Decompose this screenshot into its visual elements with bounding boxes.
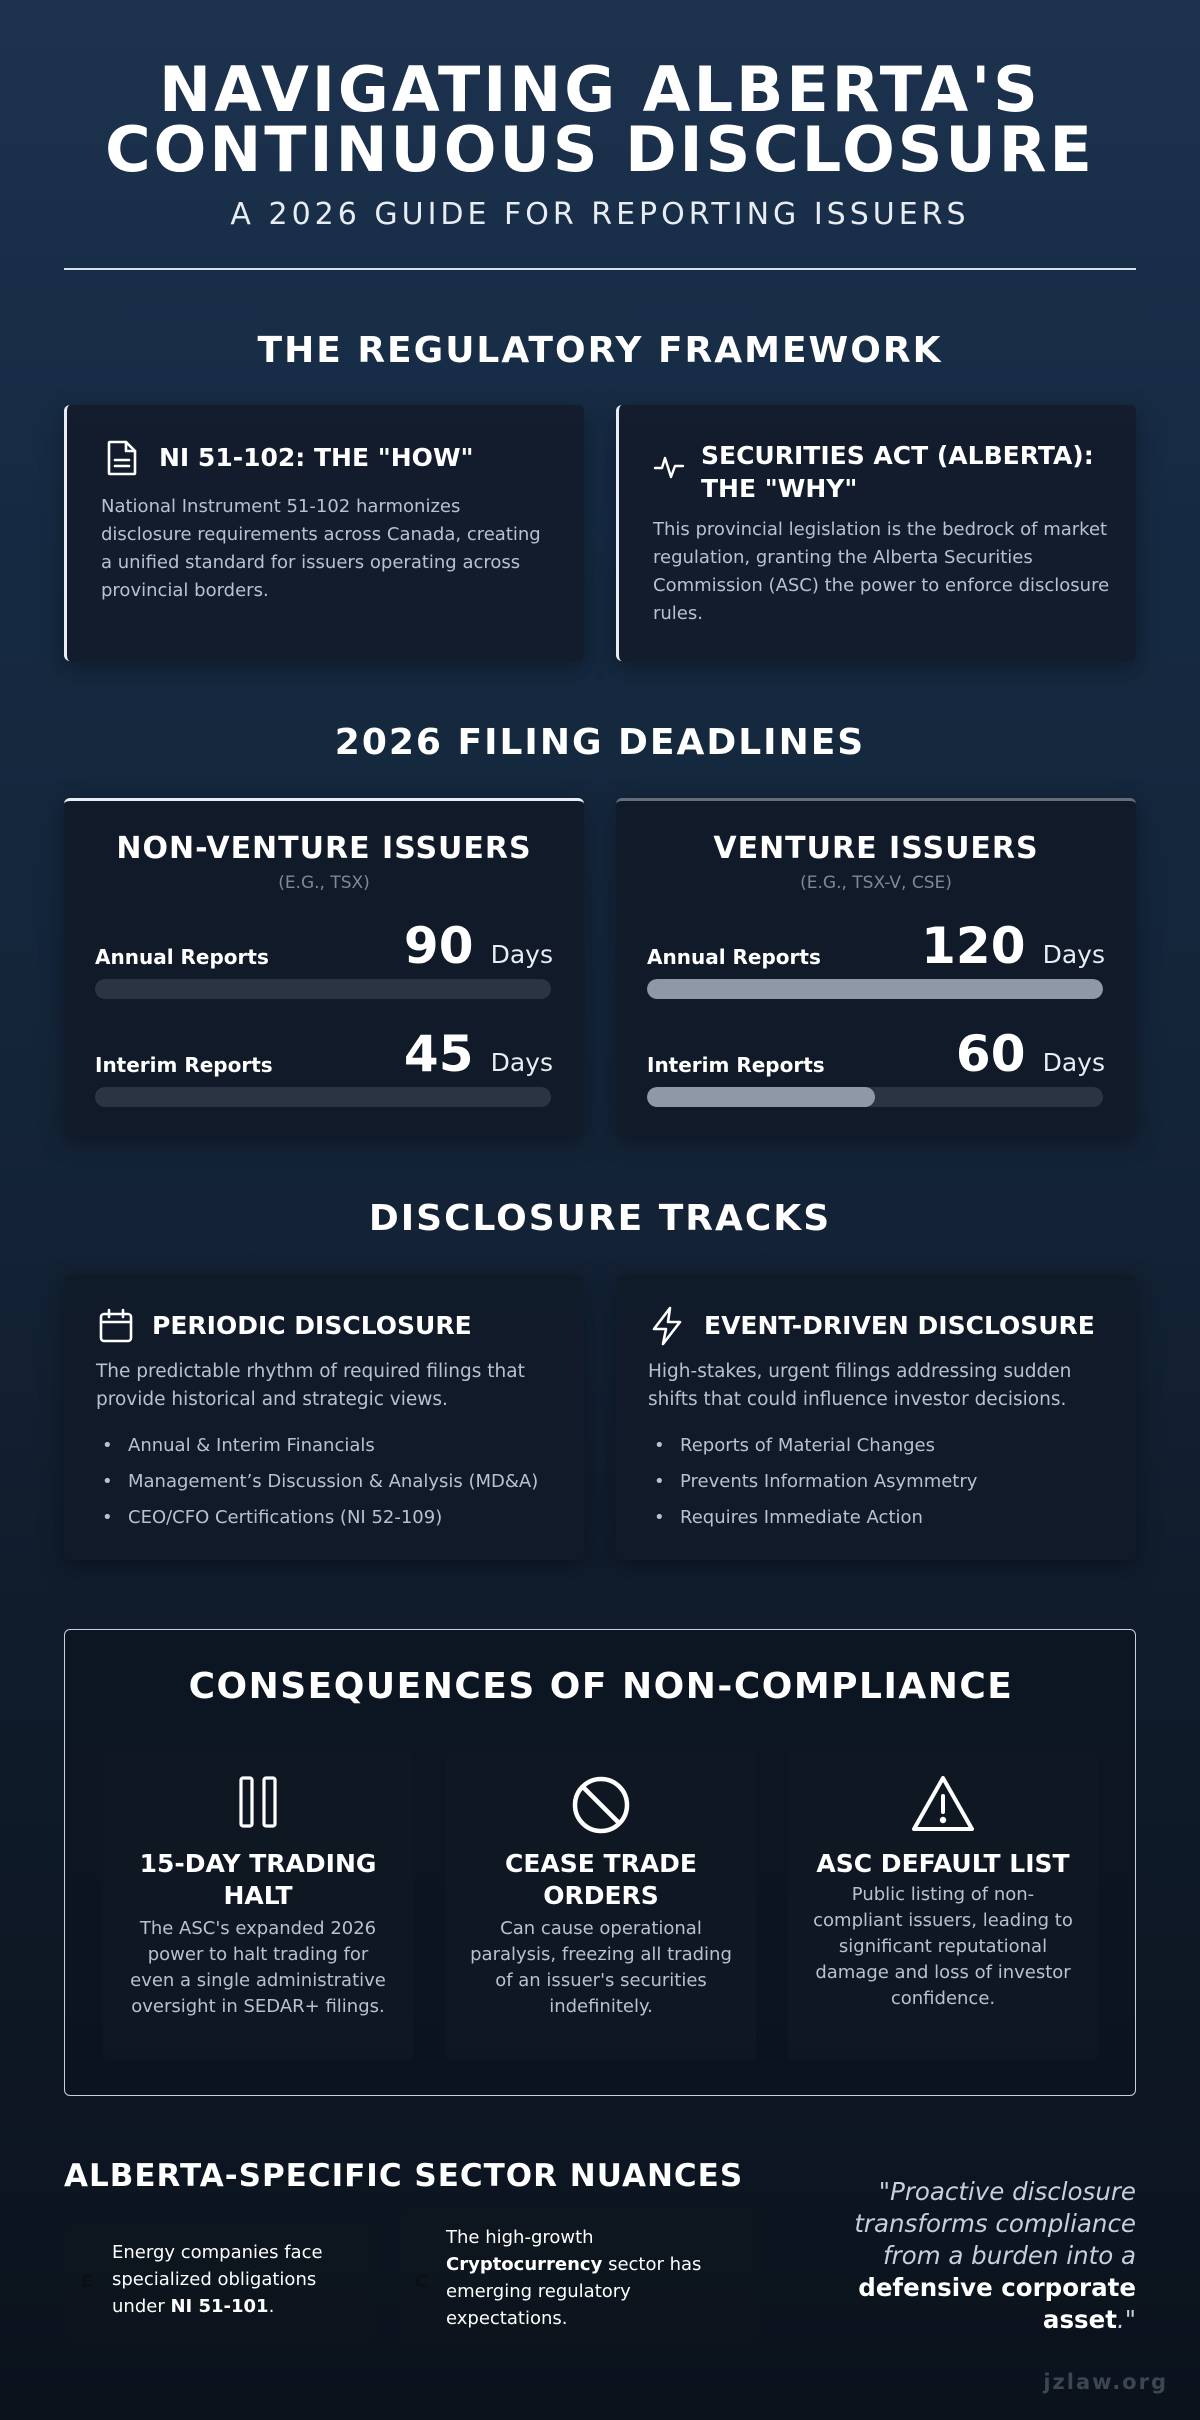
- header-divider: [64, 268, 1136, 270]
- list-item: • Annual & Interim Financials: [96, 1428, 566, 1464]
- framework-section-title: THE REGULATORY FRAMEWORK: [257, 330, 943, 371]
- consequence-cease-trade: [446, 1752, 756, 2060]
- consequence-title: [788, 1848, 1098, 1880]
- consequence-trading-halt: [103, 1752, 413, 2060]
- list-item: • Requires Immediate Action: [648, 1500, 1118, 1536]
- document-icon: [105, 439, 139, 477]
- deadline-value: 45: [403, 1025, 474, 1083]
- pulse-icon: [653, 453, 685, 481]
- crypto-badge-letter: C: [415, 2272, 428, 2292]
- interim-reports-deadline: [956, 1025, 1105, 1083]
- annual-reports-deadline: [404, 917, 553, 975]
- lightning-icon: [650, 1306, 684, 1346]
- quote-end: .": [1116, 2305, 1136, 2334]
- track-card-event-driven: [616, 1275, 1136, 1560]
- interim-reports-bar-fill: [647, 1087, 875, 1107]
- track-card-periodic: [64, 1275, 584, 1560]
- page-title: [0, 53, 1200, 186]
- text-strong: Cryptocurrency: [446, 2254, 603, 2275]
- annual-reports-bar: [647, 979, 1103, 999]
- deadlines-section-title: 2026 FILING DEADLINES: [334, 722, 866, 763]
- watermark: jzlaw.org: [1043, 2370, 1168, 2394]
- calendar-icon: [98, 1308, 134, 1344]
- deadline-card-non-venture: [64, 798, 584, 1136]
- interim-reports-label: Interim Reports: [95, 1053, 273, 1077]
- interim-reports-label: Interim Reports: [647, 1053, 825, 1077]
- consequence-title: [103, 1848, 413, 1912]
- tracks-section-title: DISCLOSURE TRACKS: [368, 1198, 832, 1239]
- interim-reports-deadline: [404, 1025, 553, 1083]
- deadline-card-subtitle: (E.G., TSX-V, CSE): [800, 873, 952, 893]
- nuances-section-title: ALBERTA-SPECIFIC SECTOR NUANCES: [64, 2158, 744, 2194]
- track-card-list: [648, 1428, 1118, 1536]
- interim-reports-bar: [647, 1087, 1103, 1107]
- framework-card-securities-act: [616, 405, 1136, 661]
- list-item: • Prevents Information Asymmetry: [648, 1464, 1118, 1500]
- nuance-energy: [64, 2222, 374, 2342]
- track-card-list: [96, 1428, 566, 1536]
- annual-reports-bar: [95, 979, 551, 999]
- ban-icon: [571, 1775, 631, 1835]
- deadline-value: 60: [955, 1025, 1026, 1083]
- track-card-text: The predictable rhythm of required filings that provide historical and strategic views.: [96, 1361, 525, 1410]
- consequence-title-line-1: 15-DAY TRADING: [139, 1849, 377, 1878]
- consequence-text: Can cause operational paralysis, freezing all trading of an issuer's securities indefinitely.: [470, 1918, 732, 2017]
- page-title-line-1: NAVIGATING ALBERTA'S: [159, 53, 1041, 126]
- deadline-unit: Days: [1042, 940, 1105, 969]
- framework-card-ni-51-102: [64, 405, 584, 661]
- deadline-value: 120: [921, 917, 1026, 975]
- deadline-card-subtitle: (E.G., TSX): [278, 873, 370, 893]
- consequence-title-line-1: CEASE TRADE: [504, 1849, 698, 1878]
- track-card-title: PERIODIC DISCLOSURE: [152, 1311, 472, 1340]
- annual-reports-deadline: [921, 917, 1105, 975]
- page-subtitle: A 2026 GUIDE FOR REPORTING ISSUERS: [230, 197, 970, 232]
- deadline-card-title: VENTURE ISSUERS: [713, 831, 1039, 866]
- nuance-energy-text: [112, 2239, 352, 2320]
- framework-card-title: NI 51-102: THE "HOW": [159, 443, 474, 472]
- deadline-unit: Days: [1042, 1048, 1105, 1077]
- interim-reports-bar: [95, 1087, 551, 1107]
- quote-text: "Proactive disclosure transforms compliance from a burden into a: [854, 2177, 1136, 2270]
- text-segment: .: [268, 2296, 275, 2317]
- consequence-title-line-2: HALT: [223, 1881, 293, 1910]
- annual-reports-label: Annual Reports: [647, 945, 821, 969]
- consequence-text: The ASC's expanded 2026 power to halt trading for even a single administrative oversight in SEDAR+ filings.: [130, 1918, 386, 2017]
- deadline-unit: Days: [490, 940, 553, 969]
- track-card-text: High-stakes, urgent filings addressing sudden shifts that could influence investor decisions.: [648, 1361, 1072, 1410]
- deadline-card-title: NON-VENTURE ISSUERS: [116, 831, 532, 866]
- nuance-crypto: [398, 2208, 758, 2346]
- closing-quote: [806, 2176, 1136, 2336]
- list-item: • CEO/CFO Certifications (NI 52-109): [96, 1500, 566, 1536]
- consequence-title-line-1: ASC DEFAULT LIST: [816, 1849, 1070, 1878]
- pause-icon: [236, 1775, 280, 1829]
- framework-card-text: National Instrument 51-102 harmonizes disclosure requirements across Canada, creating a unified standard for issuers operating across provincial borders.: [101, 496, 541, 601]
- deadline-unit: Days: [490, 1048, 553, 1077]
- consequence-title-line-2: ORDERS: [543, 1881, 659, 1910]
- framework-card-title: SECURITIES ACT (ALBERTA): THE "WHY": [701, 441, 1094, 503]
- text-strong: NI 51-101: [170, 2296, 269, 2317]
- deadline-value: 90: [403, 917, 474, 975]
- nuance-crypto-text: [446, 2224, 726, 2332]
- page-title-line-2: CONTINUOUS DISCLOSURE: [105, 113, 1095, 186]
- list-item: • Reports of Material Changes: [648, 1428, 1118, 1464]
- energy-badge-letter: E: [81, 2272, 93, 2292]
- list-item: • Management’s Discussion & Analysis (MD&A): [96, 1464, 566, 1500]
- consequences-panel: [64, 1629, 1136, 2096]
- consequence-text: Public listing of non-compliant issuers, leading to significant reputational damage and loss of investor confidence.: [813, 1884, 1073, 2009]
- text-segment: sector has emerging regulatory expectations.: [446, 2254, 702, 2329]
- track-card-title: EVENT-DRIVEN DISCLOSURE: [704, 1311, 1095, 1340]
- consequences-section-title: CONSEQUENCES OF NON-COMPLIANCE: [188, 1666, 1014, 1707]
- framework-card-text: This provincial legislation is the bedrock of market regulation, granting the Alberta Securities Commission (ASC) the power to enforce disclosure rules.: [653, 519, 1110, 624]
- text-segment: Energy companies face specialized obligations under: [112, 2242, 323, 2317]
- consequence-title: [446, 1848, 756, 1912]
- annual-reports-label: Annual Reports: [95, 945, 269, 969]
- warning-icon: [910, 1774, 976, 1834]
- annual-reports-bar-fill: [647, 979, 1103, 999]
- text-segment: The high-growth: [446, 2227, 594, 2248]
- quote-strong: defensive corporate asset: [858, 2273, 1136, 2334]
- consequence-default-list: [788, 1752, 1098, 2060]
- deadline-card-venture: [616, 798, 1136, 1136]
